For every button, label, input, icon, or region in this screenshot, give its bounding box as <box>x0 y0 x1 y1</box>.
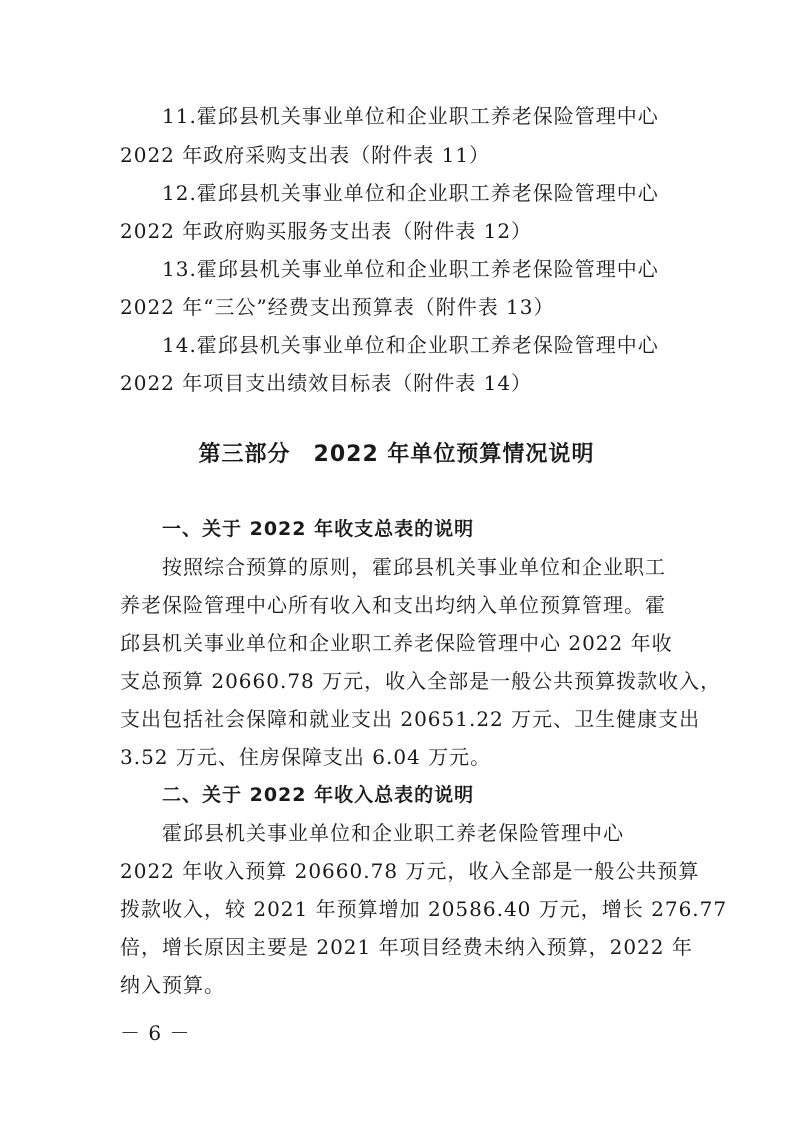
list-item-12-line1: 12.霍邱县机关事业单位和企业职工养老保险管理中心 <box>162 181 659 205</box>
list-item-11-line1: 11.霍邱县机关事业单位和企业职工养老保险管理中心 <box>162 104 659 128</box>
paragraph2-line: 2022 年收入预算 20660.78 万元，收入全部是一般公共预算 <box>120 859 700 883</box>
subsection2-title: 二、关于 2022 年收入总表的说明 <box>162 784 475 806</box>
paragraph2-line: 倍，增长原因主要是 2021 年项目经费未纳入预算，2022 年 <box>120 935 693 959</box>
paragraph2-line: 霍邱县机关事业单位和企业职工养老保险管理中心 <box>162 821 624 845</box>
paragraph1-line: 邱县机关事业单位和企业职工养老保险管理中心 2022 年收 <box>120 631 673 655</box>
paragraph2-line: 拨款收入，较 2021 年预算增加 20586.40 万元，增长 276.77 <box>120 897 728 921</box>
list-item-11-line2: 2022 年政府采购支出表（附件表 11） <box>120 143 491 167</box>
paragraph1-line: 按照综合预算的原则，霍邱县机关事业单位和企业职工 <box>162 555 666 579</box>
paragraph1-line: 3.52 万元、住房保障支出 6.04 万元。 <box>120 745 492 769</box>
list-item-13-line2: 2022 年“三公”经费支出预算表（附件表 13） <box>120 295 555 319</box>
paragraph2-line: 纳入预算。 <box>120 973 225 997</box>
paragraph1-line: 支总预算 20660.78 万元，收入全部是一般公共预算拨款收入， <box>120 669 722 693</box>
list-item-14-line2: 2022 年项目支出绩效目标表（附件表 14） <box>120 371 533 395</box>
list-item-12-line2: 2022 年政府购买服务支出表（附件表 12） <box>120 219 533 243</box>
list-item-13-line1: 13.霍邱县机关事业单位和企业职工养老保险管理中心 <box>162 257 659 281</box>
page-number: － 6 － <box>120 1021 191 1045</box>
section-title: 第三部分 2022 年单位预算情况说明 <box>198 442 595 467</box>
subsection1-title: 一、关于 2022 年收支总表的说明 <box>162 518 475 540</box>
list-item-14-line1: 14.霍邱县机关事业单位和企业职工养老保险管理中心 <box>162 333 659 357</box>
paragraph1-line: 支出包括社会保障和就业支出 20651.22 万元、卫生健康支出 <box>120 707 701 731</box>
paragraph1-line: 养老保险管理中心所有收入和支出均纳入单位预算管理。霍 <box>120 593 666 617</box>
